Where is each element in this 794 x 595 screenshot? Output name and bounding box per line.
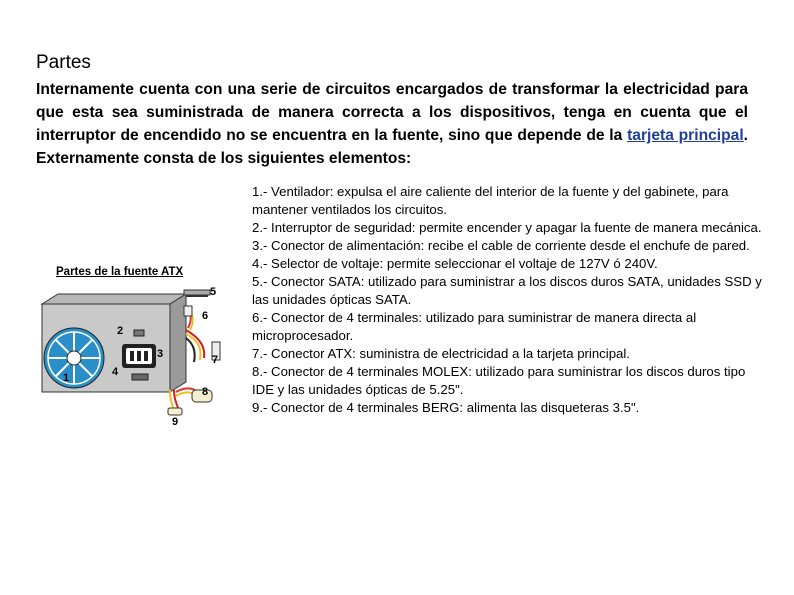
list-item: 3.- Conector de alimentación: recibe el cable de corriente desde el enchufe de pared.: [252, 238, 750, 253]
list-item: 4.- Selector de voltaje: permite seleccionar el voltaje de 127V ó 240V.: [252, 256, 658, 271]
figure-label-7: 7: [212, 354, 219, 366]
list-item: 5.- Conector SATA: utilizado para suministrar a los discos duros SATA, unidades SSD y las unidades ópticas SATA.: [252, 274, 762, 307]
list-item: 9.- Conector de 4 terminales BERG: alimenta las disqueteras 3.5".: [252, 400, 640, 415]
figure-label-5: 5: [210, 286, 217, 298]
power-supply-figure: [36, 262, 226, 432]
intro-text-after-link: . Externamente consta de los siguientes elementos:: [36, 127, 748, 167]
list-item: 1.- Ventilador: expulsa el aire caliente del interior de la fuente y del gabinete, para mantener ventilados los circuitos.: [252, 184, 729, 217]
figure-title: Partes de la fuente ATX: [56, 266, 184, 278]
list-item: 6.- Conector de 4 terminales: utilizado para suministrar de manera directa al microprocesador.: [252, 310, 697, 343]
figure-label-2: 2: [117, 325, 124, 337]
intro-text-before-link: Internamente cuenta con una serie de circuitos encargados de transformar la electricidad para que esta sea suministrada de manera correcta a los dispositivos, tenga en cuenta que el interruptor de encendido no se encuentra en la fuente, sino que depende de la: [36, 81, 748, 144]
figure-label-1: 1: [63, 372, 70, 384]
figure-label-8: 8: [202, 386, 209, 398]
intro-paragraph: [36, 78, 748, 170]
figure-label-9: 9: [172, 416, 179, 428]
parts-list: [252, 183, 767, 417]
list-item: 7.- Conector ATX: suministra de electricidad a la tarjeta principal.: [252, 346, 630, 361]
power-supply-illustration: [36, 262, 226, 432]
tarjeta-principal-link[interactable]: tarjeta principal: [627, 127, 744, 144]
slide-title: Partes: [36, 52, 91, 73]
figure-label-3: 3: [157, 348, 164, 360]
figure-label-6: 6: [202, 310, 209, 322]
figure-label-4: 4: [112, 366, 119, 378]
list-item: 8.- Conector de 4 terminales MOLEX: utilizado para suministrar los discos duros tipo IDE y las unidades ópticas de 5.25".: [252, 364, 746, 397]
list-item: 2.- Interruptor de seguridad: permite encender y apagar la fuente de manera mecánica.: [252, 220, 762, 235]
